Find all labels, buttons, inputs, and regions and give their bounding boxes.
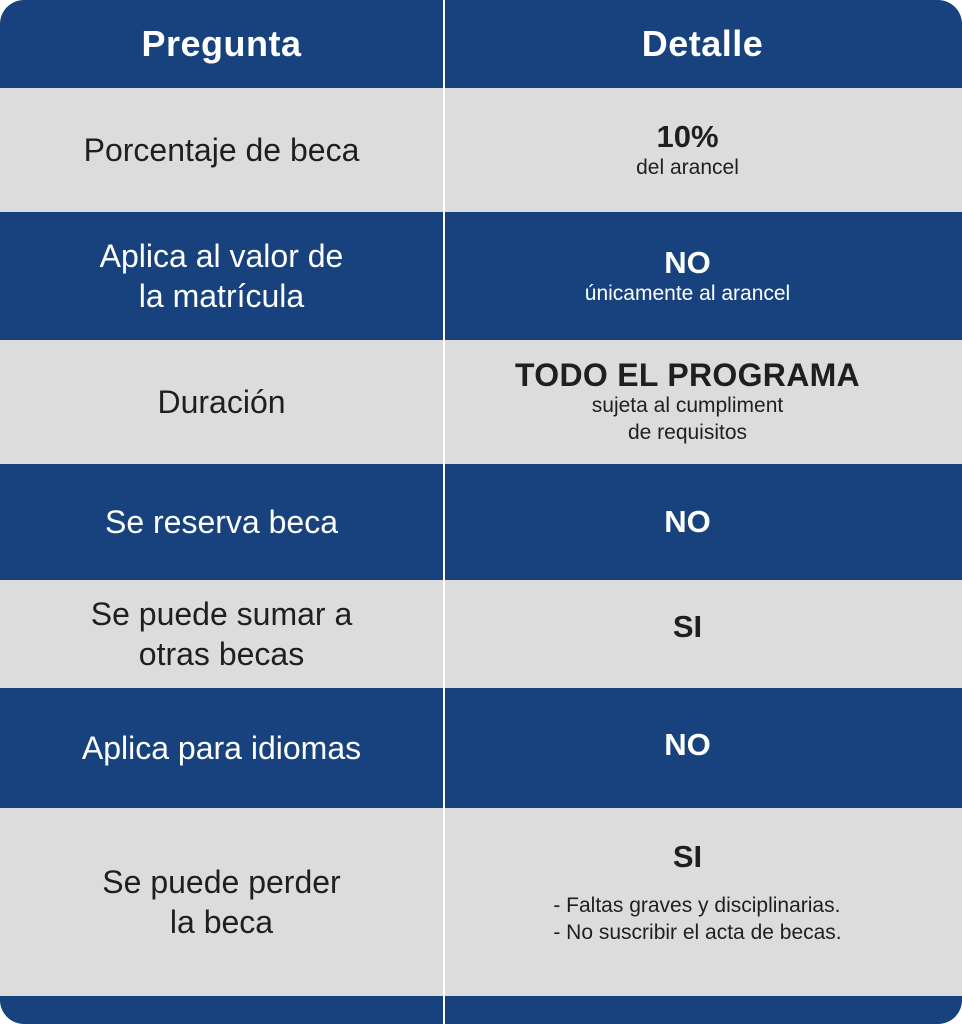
table-row (0, 212, 962, 340)
detail-cell (443, 88, 962, 212)
question-cell (0, 580, 443, 688)
question-cell (0, 464, 443, 580)
detail-cell (443, 808, 962, 996)
detail-cell (443, 580, 962, 688)
question-text: Se puede sumar a otras becas (90, 596, 353, 672)
header-detail-label: Detalle (641, 23, 764, 64)
detail-main: SI (672, 609, 703, 644)
table-row (0, 464, 962, 580)
detail-sub: del arancel (636, 155, 739, 179)
table-header (0, 0, 962, 88)
detail-cell (443, 464, 962, 580)
detail-cell (443, 688, 962, 808)
question-text: Aplica para idiomas (81, 730, 362, 766)
question-text: Se reserva beca (104, 504, 338, 540)
detail-main: NO (664, 504, 711, 539)
detail-main: NO (664, 244, 711, 280)
question-text: Duración (157, 384, 286, 420)
detail-main: 10% (656, 118, 719, 154)
question-cell (0, 212, 443, 340)
header-cell-question (0, 0, 443, 88)
table-footer-band (0, 996, 962, 1024)
detail-cell (443, 212, 962, 340)
header-question-label: Pregunta (141, 23, 302, 64)
question-text: Se puede perder la beca (102, 864, 341, 940)
bullet-item: - No suscribir el acta de becas. (553, 921, 842, 944)
question-cell (0, 88, 443, 212)
question-cell (0, 808, 443, 996)
detail-bullets (553, 892, 841, 946)
detail-main: SI (672, 839, 703, 874)
header-cell-detail (443, 0, 962, 88)
question-text: Porcentaje de beca (83, 132, 360, 168)
table-row (0, 340, 962, 464)
detail-main: TODO EL PROGRAMA (515, 357, 860, 393)
table-row (0, 88, 962, 212)
detail-cell (443, 340, 962, 464)
question-text: Aplica al valor de la matrícula (99, 238, 344, 314)
detail-sub: únicamente al arancel (584, 281, 791, 305)
detail-sub: sujeta al cumpliment de requisitos (591, 394, 784, 444)
table-row (0, 808, 962, 996)
table-row (0, 580, 962, 688)
column-divider (443, 0, 445, 1024)
table-row (0, 688, 962, 808)
question-cell (0, 340, 443, 464)
question-cell (0, 688, 443, 808)
bullet-item: - Faltas graves y disciplinarias. (553, 894, 841, 917)
detail-main: NO (664, 727, 711, 762)
